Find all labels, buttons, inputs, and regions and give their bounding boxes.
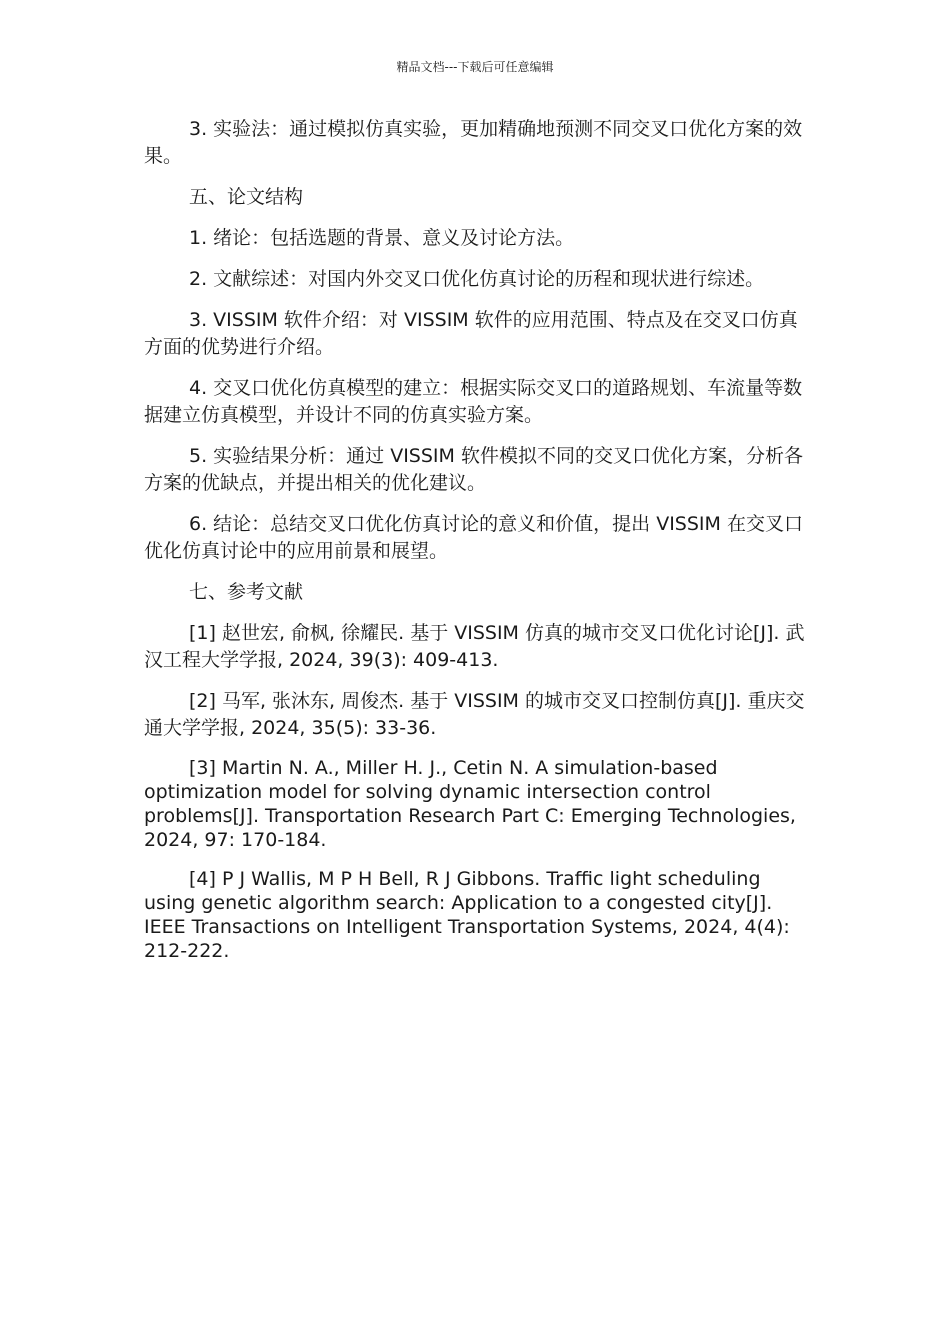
paragraph-introduction: 1. 绪论：包括选题的背景、意义及讨论方法。: [189, 227, 575, 249]
reference-item: [3] Martin N. A., Miller H. J., Cetin N. A simulation-based optimization model for solving dynamic intersection control problems[J]. Transportation Research Part C: Emerging Technologies, 2024, 97: 170-184.: [144, 757, 796, 851]
section-heading-thesis-structure: 五、论文结构: [189, 186, 304, 208]
paragraph-results-analysis: 5. 实验结果分析：通过 VISSIM 软件模拟不同的交叉口优化方案，分析各方案的优缺点，并提出相关的优化建议。: [144, 445, 803, 494]
page-header: 精品文档---下载后可任意编辑: [396, 60, 554, 74]
paragraph-model-building: 4. 交叉口优化仿真模型的建立：根据实际交叉口的道路规划、车流量等数据建立仿真模型，并设计不同的仿真实验方案。: [144, 377, 803, 426]
document-body: [144, 116, 808, 978]
reference-item: [2] 马军, 张沐东, 周俊杰. 基于 VISSIM 的城市交叉口控制仿真[J]. 重庆交通大学学报, 2024, 35(5): 33-36.: [144, 690, 805, 739]
reference-item: [1] 赵世宏, 俞枫, 徐耀民. 基于 VISSIM 仿真的城市交叉口优化讨论[J]. 武汉工程大学学报, 2024, 39(3): 409-413.: [144, 622, 805, 671]
paragraph-vissim-intro: 3. VISSIM 软件介绍：对 VISSIM 软件的应用范围、特点及在交叉口仿真方面的优势进行介绍。: [144, 309, 798, 358]
paragraph-conclusion: 6. 结论：总结交叉口优化仿真讨论的意义和价值，提出 VISSIM 在交叉口优化仿真讨论中的应用前景和展望。: [144, 513, 803, 562]
paragraph-method-experiment: 3. 实验法：通过模拟仿真实验，更加精确地预测不同交叉口优化方案的效果。: [144, 118, 803, 167]
reference-item: [4] P J Wallis, M P H Bell, R J Gibbons. Traffic light scheduling using genetic algorithm search: Application to a congested city[J]. IEEE Transactions on Intelligent Transportation Systems, 2024, 4(4): 212-222.: [144, 868, 790, 962]
paragraph-literature-review: 2. 文献综述：对国内外交叉口优化仿真讨论的历程和现状进行综述。: [189, 268, 765, 290]
section-heading-references: 七、参考文献: [189, 581, 304, 603]
